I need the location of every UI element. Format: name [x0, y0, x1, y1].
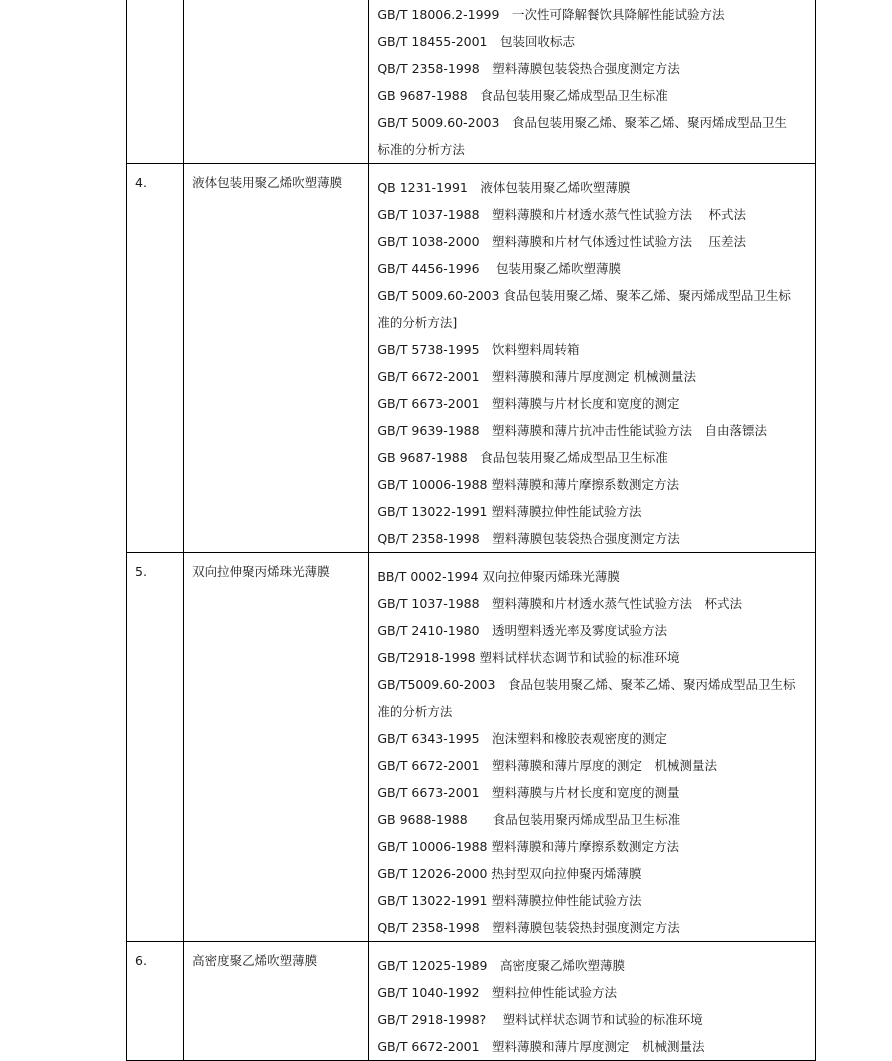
standard-item: GB/T 12025-1989 高密度聚乙烯吹塑薄膜: [377, 958, 626, 973]
standard-item: GB/T 6673-2001 塑料薄膜与片材长度和宽度的测定: [377, 396, 680, 411]
standard-item: GB/T 13022-1991 塑料薄膜拉伸性能试验方法: [377, 893, 642, 908]
row-number: 6.: [135, 953, 147, 968]
standard-item: GB 9687-1988 食品包装用聚乙烯成型品卫生标准: [377, 450, 668, 465]
standards-list: [369, 0, 815, 163]
standard-item: GB/T 2410-1980 透明塑料透光率及雾度试验方法: [377, 623, 668, 638]
standard-item: GB/T 6672-2001 塑料薄膜和薄片厚度的测定 机械测量法: [377, 758, 718, 773]
standard-item: QB 1231-1991 液体包装用聚乙烯吹塑薄膜: [377, 180, 631, 195]
standard-item: GB/T 6672-2001 塑料薄膜和薄片厚度测定 机械测量法: [377, 369, 697, 384]
standard-item: GB/T2918-1998 塑料试样状态调节和试验的标准环境: [377, 650, 680, 665]
standard-item: GB/T 4456-1996 包装用聚乙烯吹塑薄膜: [377, 261, 622, 276]
standard-item: GB/T 1040-1992 塑料拉伸性能试验方法: [377, 985, 618, 1000]
standard-item: GB/T 18455-2001 包装回收标志: [377, 34, 576, 49]
standards-table-body: [127, 0, 816, 1061]
table-row: [127, 553, 816, 942]
standard-item: GB/T 5738-1995 饮料塑料周转箱: [377, 342, 580, 357]
standard-item: GB/T 2918-1998? 塑料试样状态调节和试验的标准环境: [377, 1012, 703, 1027]
standard-item: 标准的分析方法: [377, 142, 465, 157]
row-number: 4.: [135, 175, 147, 190]
standard-item: QB/T 2358-1998 塑料薄膜包装袋热合强度测定方法: [377, 531, 680, 546]
standard-item: GB/T 13022-1991 塑料薄膜拉伸性能试验方法: [377, 504, 642, 519]
standard-item: GB/T 1037-1988 塑料薄膜和片材透水蒸气性试验方法 杯式法: [377, 207, 747, 222]
standard-item: GB/T 10006-1988 塑料薄膜和薄片摩擦系数测定方法: [377, 839, 679, 854]
standard-item: GB/T 5009.60-2003 食品包装用聚乙烯、聚苯乙烯、聚丙烯成型品卫生: [377, 115, 787, 130]
standard-item: GB/T 6343-1995 泡沫塑料和橡胶表观密度的测定: [377, 731, 668, 746]
product-name-cell: [184, 0, 369, 164]
standard-item: 准的分析方法]: [377, 315, 458, 330]
product-name: [184, 0, 368, 1]
standard-item: GB 9688-1988 食品包装用聚丙烯成型品卫生标准: [377, 812, 681, 827]
standard-item: QB/T 2358-1998 塑料薄膜包装袋热合强度测定方法: [377, 61, 680, 76]
row-number: [127, 0, 183, 1]
table-row: [127, 164, 816, 553]
row-number-cell: [127, 942, 184, 1061]
standard-item: QB/T 2358-1998 塑料薄膜包装袋热封强度测定方法: [377, 920, 680, 935]
standard-item: GB 9687-1988 食品包装用聚乙烯成型品卫生标准: [377, 88, 668, 103]
table-row: [127, 0, 816, 164]
standard-item: GB/T 1037-1988 塑料薄膜和片材透水蒸气性试验方法 杯式法: [377, 596, 743, 611]
standards-list: [369, 164, 815, 552]
standards-table: [126, 0, 816, 1061]
product-name-cell: [184, 553, 369, 942]
table-row: [127, 942, 816, 1061]
standards-list: [369, 553, 815, 941]
standard-item: GB/T 5009.60-2003 食品包装用聚乙烯、聚苯乙烯、聚丙烯成型品卫生标: [377, 288, 791, 303]
row-number-cell: [127, 553, 184, 942]
standard-item: GB/T5009.60-2003 食品包装用聚乙烯、聚苯乙烯、聚丙烯成型品卫生标: [377, 677, 796, 692]
row-number: 5.: [135, 564, 147, 579]
product-name-cell: [184, 942, 369, 1061]
standard-item: GB/T 10006-1988 塑料薄膜和薄片摩擦系数测定方法: [377, 477, 679, 492]
product-name-cell: [184, 164, 369, 553]
standard-item: GB/T 9639-1988 塑料薄膜和薄片抗冲击性能试验方法 自由落镖法: [377, 423, 768, 438]
row-number-cell: [127, 164, 184, 553]
product-name: 双向拉伸聚丙烯珠光薄膜: [192, 564, 330, 579]
product-name: 液体包装用聚乙烯吹塑薄膜: [192, 175, 343, 190]
standard-item: GB/T 1038-2000 塑料薄膜和片材气体透过性试验方法 压差法: [377, 234, 747, 249]
standards-cell: [369, 0, 816, 164]
standard-item: BB/T 0002-1994 双向拉伸聚丙烯珠光薄膜: [377, 569, 620, 584]
standards-cell: [369, 164, 816, 553]
standards-list: [369, 942, 815, 1060]
standard-item: GB/T 6672-2001 塑料薄膜和薄片厚度测定 机械测量法: [377, 1039, 705, 1054]
standard-item: GB/T 18006.2-1999 一次性可降解餐饮具降解性能试验方法: [377, 7, 725, 22]
standards-cell: [369, 942, 816, 1061]
standard-item: GB/T 12026-2000 热封型双向拉伸聚丙烯薄膜: [377, 866, 642, 881]
row-number-cell: [127, 0, 184, 164]
standard-item: GB/T 6673-2001 塑料薄膜与片材长度和宽度的测量: [377, 785, 680, 800]
standard-item: 准的分析方法: [377, 704, 453, 719]
standards-cell: [369, 553, 816, 942]
product-name: 高密度聚乙烯吹塑薄膜: [192, 953, 318, 968]
